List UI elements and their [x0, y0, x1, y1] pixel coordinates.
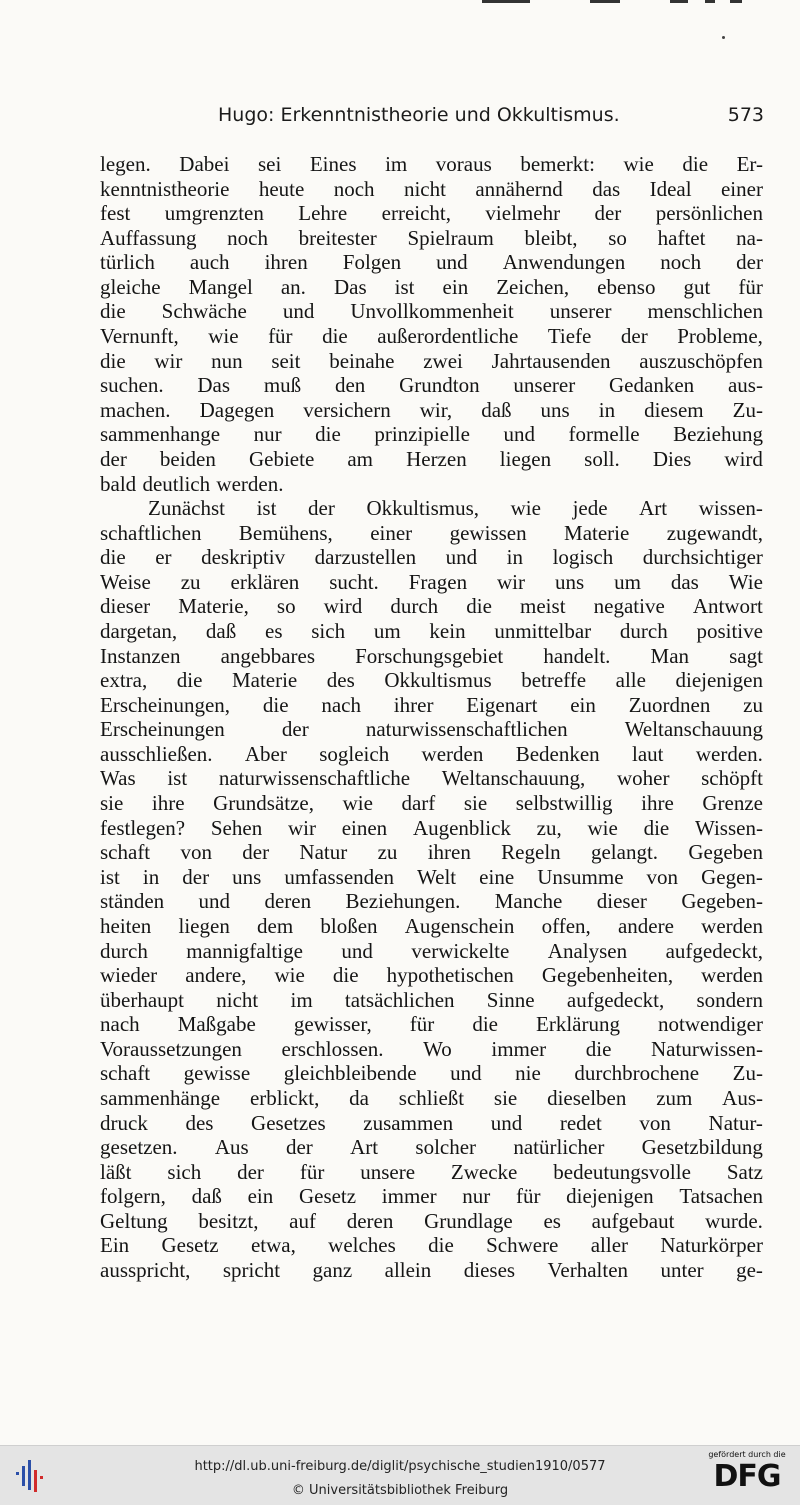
text-line: wieder andere, wie die hypothetischen Gegebenheiten, werden	[100, 963, 763, 988]
text-line: Erscheinungen, die nach ihrer Eigenart ein Zuordnen zu	[100, 692, 763, 717]
text-line: die wir nun seit beinahe zwei Jahrtausenden auszuschöpfen	[100, 348, 763, 373]
text-line: die er deskriptiv darzustellen und in logisch durchsichtiger	[100, 545, 763, 570]
text-line: Voraussetzungen erschlossen. Wo immer die Naturwissen-	[100, 1036, 763, 1061]
text-line: dieser Materie, so wird durch die meist negative Antwort	[100, 594, 763, 619]
text-line: der beiden Gebiete am Herzen liegen soll. Dies wird	[100, 446, 763, 471]
text-line: Ein Gesetz etwa, welches die Schwere aller Naturkörper	[100, 1233, 763, 1258]
text-line: ist in der uns umfassenden Welt eine Unsumme von Gegen-	[100, 864, 763, 889]
text-line: folgern, daß ein Gesetz immer nur für diejenigen Tatsachen	[100, 1184, 763, 1209]
text-line: Erscheinungen der naturwissenschaftlichen Weltanschauung	[100, 717, 763, 742]
text-line: legen. Dabei sei Eines im voraus bemerkt: wie die Er-	[100, 152, 763, 176]
speck	[722, 36, 725, 39]
text-line: Auffassung noch breitester Spielraum bleibt, so haftet na-	[100, 225, 763, 250]
page-number: 573	[727, 104, 764, 126]
text-line: überhaupt nicht im tatsächlichen Sinne aufgedeckt, sondern	[100, 987, 763, 1012]
text-line: Was ist naturwissenschaftliche Weltanschauung, woher schöpft	[100, 766, 763, 791]
text-line: durch mannigfaltige und verwickelte Analysen aufgedeckt,	[100, 938, 763, 963]
text-line: ausschließen. Aber sogleich werden Bedenken laut werden.	[100, 741, 763, 766]
text-line: türlich auch ihren Folgen und Anwendungen noch der	[100, 250, 763, 275]
text-line: läßt sich der für unsere Zwecke bedeutungsvolle Satz	[100, 1159, 763, 1184]
text-line: bald deutlich werden.	[100, 471, 284, 496]
funding-note: gefördert durch die	[708, 1450, 786, 1459]
body-text	[100, 152, 763, 1283]
text-line: dargetan, daß es sich um kein unmittelbar durch positive	[100, 618, 763, 643]
dfg-logo	[702, 1450, 792, 1502]
text-line: Vernunft, wie für die außerordentliche Tiefe der Probleme,	[100, 324, 763, 349]
text-line: schaft von der Natur zu ihren Regeln gelangt. Gegeben	[100, 840, 763, 865]
text-line: nach Maßgabe gewisser, für die Erklärung notwendiger	[100, 1012, 763, 1037]
text-line: gleiche Mangel an. Das ist ein Zeichen, ebenso gut für	[100, 274, 763, 299]
text-line: ausspricht, spricht ganz allein dieses Verhalten unter ge-	[100, 1258, 763, 1283]
text-line: heiten liegen dem bloßen Augenschein offen, andere werden	[100, 913, 763, 938]
running-title: Hugo: Erkenntnistheorie und Okkultismus.	[218, 104, 620, 126]
text-line: schaft gewisse gleichbleibende und nie durchbrochene Zu-	[100, 1061, 763, 1086]
text-line: machen. Dagegen versichern wir, daß uns in diesem Zu-	[100, 397, 763, 422]
text-line: festlegen? Sehen wir einen Augenblick zu, wie die Wissen-	[100, 815, 763, 840]
text-line: schaftlichen Bemühens, einer gewissen Materie zugewandt,	[100, 520, 763, 545]
text-line: gesetzen. Aus der Art solcher natürlicher Gesetzbildung	[100, 1135, 763, 1160]
text-line: suchen. Das muß den Grundton unserer Gedanken aus-	[100, 373, 763, 398]
running-header	[100, 104, 764, 134]
text-line: sammenhange nur die prinzipielle und formelle Beziehung	[100, 422, 763, 447]
copyright-notice: © Universitätsbibliothek Freiburg	[291, 1483, 509, 1498]
text-line: druck des Gesetzes zusammen und redet von Natur-	[100, 1110, 763, 1135]
text-line: kenntnistheorie heute noch nicht annähernd das Ideal einer	[100, 176, 763, 201]
top-edge-marks	[470, 0, 770, 8]
text-line: ständen und deren Beziehungen. Manche dieser Gegeben-	[100, 889, 763, 914]
text-line: Weise zu erklären sucht. Fragen wir uns um das Wie	[100, 569, 763, 594]
text-line: sie ihre Grundsätze, wie darf sie selbstwillig ihre Grenze	[100, 791, 763, 816]
text-line: Geltung besitzt, auf deren Grundlage es aufgebaut wurde.	[100, 1208, 763, 1233]
dfg-logo-text: DFG	[713, 1459, 781, 1494]
text-line: die Schwäche und Unvollkommenheit unserer menschlichen	[100, 299, 763, 324]
text-line: sammenhänge erblickt, da schließt sie dieselben zum Aus-	[100, 1085, 763, 1110]
document-url[interactable]: http://dl.ub.uni-freiburg.de/diglit/psychische_studien1910/0577	[194, 1459, 606, 1474]
text-line: Instanzen angebbares Forschungsgebiet handelt. Man sagt	[100, 643, 763, 668]
text-line: fest umgrenzten Lehre erreicht, vielmehr der persönlichen	[100, 201, 763, 226]
text-line: Zunächst ist der Okkultismus, wie jede Art wissen-	[148, 496, 763, 521]
text-line: extra, die Materie des Okkultismus betreffe alle diejenigen	[100, 668, 763, 693]
viewer-footer	[0, 1445, 800, 1505]
